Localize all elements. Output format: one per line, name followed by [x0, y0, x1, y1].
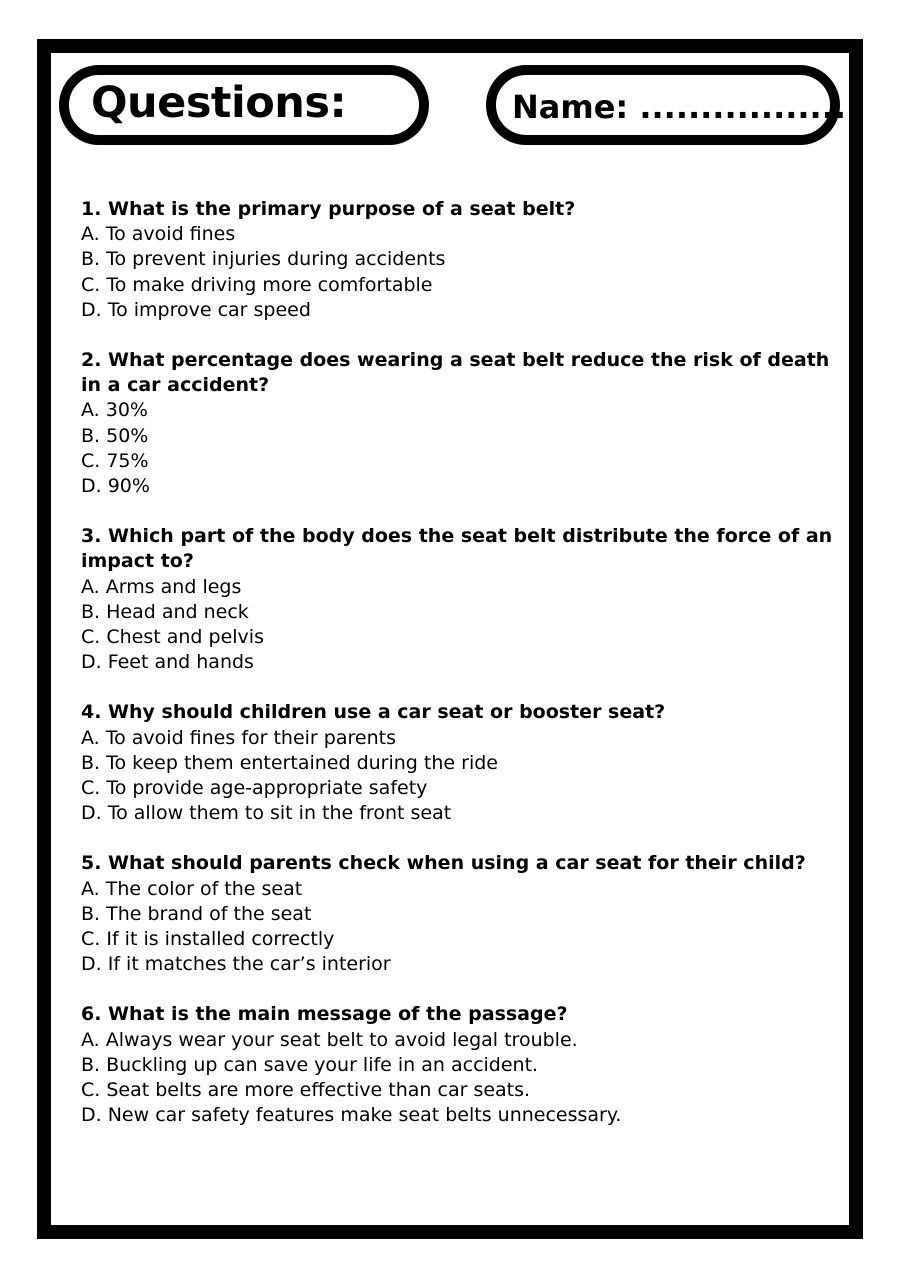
question-3 [81, 524, 841, 675]
question-text: 5. What should parents check when using a car seat for their child? [81, 852, 806, 875]
answer-option-b: B. To prevent injuries during accidents [81, 248, 446, 271]
question-list [81, 197, 841, 1154]
answer-option-d: D. To allow them to sit in the front seat [81, 802, 452, 825]
answer-option-a: A. Arms and legs [81, 575, 242, 598]
question-5 [81, 851, 841, 977]
question-text: 4. Why should children use a car seat or booster seat? [81, 701, 666, 724]
answer-option-d: D. Feet and hands [81, 651, 254, 674]
answer-option-c: C. 75% [81, 449, 149, 472]
answer-option-b: B. Head and neck [81, 600, 249, 623]
answer-option-d: D. New car safety features make seat belts unnecessary. [81, 1104, 622, 1127]
answer-option-c: C. To make driving more comfortable [81, 273, 433, 296]
answer-option-a: A. The color of the seat [81, 877, 303, 900]
name-field-label: Name: ................. [512, 88, 847, 126]
answer-option-a: A. Always wear your seat belt to avoid legal trouble. [81, 1028, 578, 1051]
question-text: 6. What is the main message of the passage? [81, 1003, 568, 1026]
answer-option-d: D. To improve car speed [81, 298, 311, 321]
answer-option-a: A. To avoid fines [81, 223, 236, 246]
question-text: 3. Which part of the body does the seat belt distribute the force of an impact to? [81, 525, 833, 573]
questions-heading: Questions: [91, 78, 347, 128]
answer-option-c: C. To provide age-appropriate safety [81, 777, 428, 800]
questions-header-pill [59, 65, 429, 145]
answer-option-d: D. If it matches the car’s interior [81, 953, 391, 976]
question-text: 2. What percentage does wearing a seat belt reduce the risk of death in a car accident? [81, 349, 830, 397]
answer-option-a: A. To avoid fines for their parents [81, 726, 396, 749]
answer-option-b: B. To keep them entertained during the ride [81, 751, 498, 774]
answer-option-c: C. If it is installed correctly [81, 928, 335, 951]
question-4 [81, 700, 841, 826]
question-2 [81, 348, 841, 499]
answer-option-b: B. 50% [81, 424, 149, 447]
answer-option-c: C. Chest and pelvis [81, 626, 264, 649]
answer-option-c: C. Seat belts are more effective than car seats. [81, 1079, 531, 1102]
question-6 [81, 1002, 841, 1128]
question-1 [81, 197, 841, 323]
answer-option-d: D. 90% [81, 475, 150, 498]
name-field-pill [486, 65, 847, 145]
answer-option-b: B. The brand of the seat [81, 902, 312, 925]
answer-option-b: B. Buckling up can save your life in an accident. [81, 1053, 539, 1076]
question-text: 1. What is the primary purpose of a seat belt? [81, 198, 576, 220]
answer-option-a: A. 30% [81, 399, 148, 422]
